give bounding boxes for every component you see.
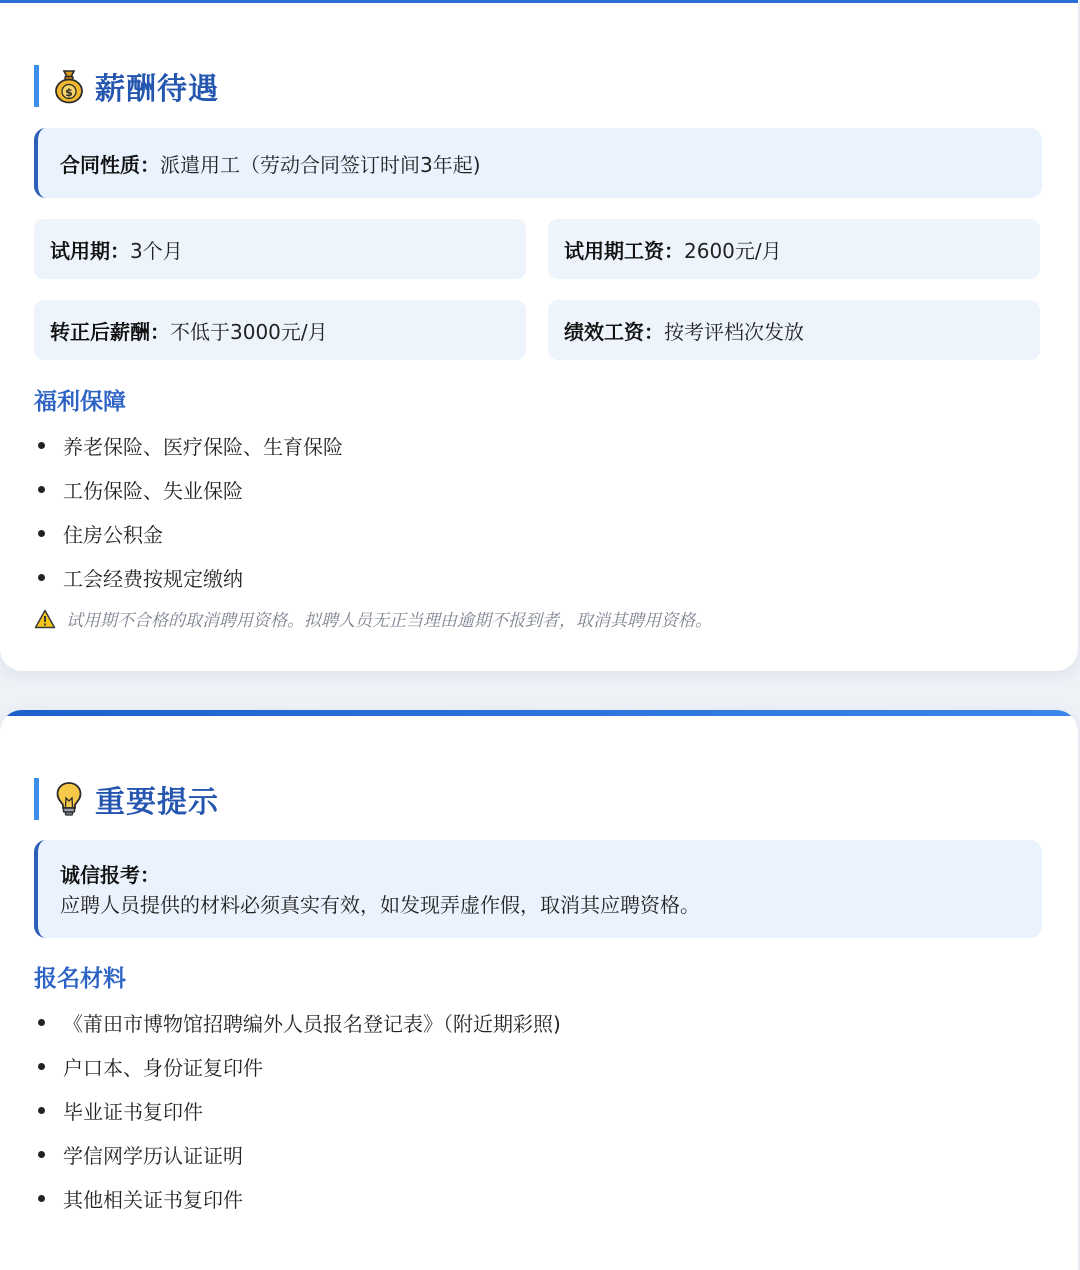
performance-pay-cell xyxy=(548,300,1040,360)
performance-pay-value: 按考评档次发放 xyxy=(664,319,804,344)
bullet-icon xyxy=(38,530,45,537)
tips-section-heading xyxy=(34,778,219,820)
integrity-text: 应聘人员提供的材料必须真实有效，如发现弄虚作假，取消其应聘资格。 xyxy=(60,893,700,917)
bullet-icon xyxy=(38,1195,45,1202)
probation-period-value: 3个月 xyxy=(130,238,183,263)
bullet-icon xyxy=(38,1107,45,1114)
bullet-icon xyxy=(38,1151,45,1158)
probation-salary-cell xyxy=(548,219,1040,279)
probation-note xyxy=(34,606,712,631)
regular-salary-cell xyxy=(34,300,526,360)
probation-salary-label: 试用期工资： xyxy=(564,238,684,263)
list-item: 其他相关证书复印件 xyxy=(34,1176,561,1220)
svg-text:$: $ xyxy=(65,86,73,99)
tips-section-title: 重要提示 xyxy=(95,785,219,820)
contract-type-label: 合同性质： xyxy=(60,152,160,177)
probation-note-text: 试用期不合格的取消聘用资格。拟聘人员无正当理由逾期不报到者，取消其聘用资格。 xyxy=(66,611,712,631)
list-item: 住房公积金 xyxy=(34,511,343,555)
materials-heading: 报名材料 xyxy=(34,966,126,992)
list-item: 《莆田市博物馆招聘编外人员报名登记表》（附近期彩照) xyxy=(34,1000,561,1044)
list-item: 毕业证书复印件 xyxy=(34,1088,561,1132)
regular-salary-label: 转正后薪酬： xyxy=(50,319,170,344)
lightbulb-icon xyxy=(53,781,85,817)
probation-period-cell xyxy=(34,219,526,279)
list-item: 工伤保险、失业保险 xyxy=(34,467,343,511)
welfare-heading: 福利保障 xyxy=(34,389,126,415)
welfare-list xyxy=(34,423,343,599)
bullet-icon xyxy=(38,1063,45,1070)
bullet-icon xyxy=(38,1019,45,1026)
probation-period-label: 试用期： xyxy=(50,238,130,263)
salary-section-title: 薪酬待遇 xyxy=(95,72,219,107)
list-item: 养老保险、医疗保险、生育保险 xyxy=(34,423,343,467)
card-accent-bar xyxy=(0,710,1078,716)
regular-salary-value: 不低于3000元/月 xyxy=(170,319,328,344)
bullet-icon xyxy=(38,442,45,449)
materials-list xyxy=(34,1000,561,1220)
warning-icon xyxy=(34,609,56,629)
contract-type-box xyxy=(34,128,1042,198)
list-item: 工会经费按规定缴纳 xyxy=(34,555,343,599)
integrity-box xyxy=(34,840,1042,938)
bullet-icon xyxy=(38,486,45,493)
integrity-label: 诚信报考： xyxy=(60,863,160,887)
list-item: 户口本、身份证复印件 xyxy=(34,1044,561,1088)
money-bag-icon xyxy=(53,68,85,104)
probation-salary-value: 2600元/月 xyxy=(684,238,782,263)
performance-pay-label: 绩效工资： xyxy=(564,319,664,344)
list-item: 学信网学历认证证明 xyxy=(34,1132,561,1176)
contract-type-value: 派遣用工（劳动合同签订时间3年起) xyxy=(160,152,481,177)
salary-section-heading xyxy=(34,65,219,107)
tips-card xyxy=(0,710,1078,1270)
bullet-icon xyxy=(38,574,45,581)
